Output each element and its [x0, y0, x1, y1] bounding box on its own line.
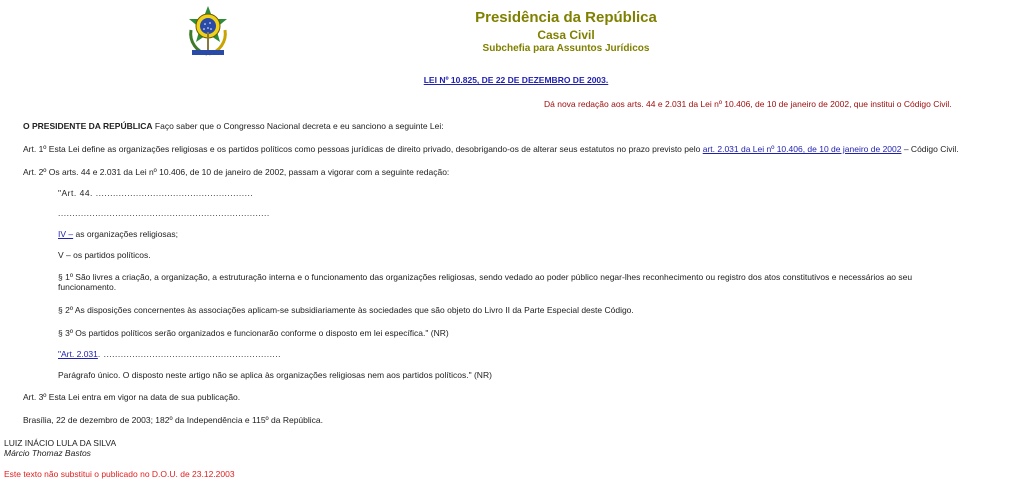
inciso-iv-text: as organizações religiosas; [73, 229, 179, 239]
header-dept: Casa Civil [537, 28, 595, 42]
signature-president: LUIZ INÁCIO LULA DA SILVA [4, 438, 117, 448]
article-1-tail: – Código Civil. [901, 144, 959, 154]
preamble-text: Faço saber que o Congresso Nacional decreta e eu sanciono a seguinte Lei: [152, 121, 444, 131]
header-subchefia: Subchefia para Assuntos Jurídicos [482, 43, 650, 54]
inciso-iv-link[interactable]: IV – [58, 229, 74, 239]
quoted-dots-line: .......................................................................... [58, 208, 270, 218]
art-2031-quote-link[interactable]: "Art. 2.031 [58, 349, 98, 359]
law-title-link[interactable]: LEI Nº 10.825, DE 22 DE DEZEMBRO DE 2003. [423, 75, 609, 85]
signature-minister: Márcio Thomaz Bastos [4, 448, 91, 458]
article-2: Art. 2º Os arts. 44 e 2.031 da Lei nº 10.406, de 10 de janeiro de 2002, passam a vigorar com a seguinte redação: [23, 167, 450, 177]
art-2031-dots: . .............................................................. [97, 349, 282, 359]
article-1-text: Art. 1º Esta Lei define as organizações religiosas e os partidos políticos como pessoas jurídicas de direito privado, desobrigando-os de alterar seus estatutos no prazo previsto pelo [23, 144, 703, 154]
header-org: Presidência da República [475, 9, 657, 26]
footer-note: Este texto não substitui o publicado no D.O.U. de 23.12.2003 [4, 469, 235, 479]
quoted-inciso-iv [58, 229, 178, 239]
quoted-paragraph-1: § 1º São livres a criação, a organização, a estruturação interna e o funcionamento das organizações religiosas, sendo vedado ao poder público negar-lhes reconhecimento ou registro dos atos constitutivos e necessários ao seu [58, 272, 913, 282]
law-ementa: Dá nova redação aos arts. 44 e 2.031 da Lei nº 10.406, de 10 de janeiro de 2002, que institui o Código Civil. [544, 99, 952, 109]
article-1 [23, 144, 959, 154]
quoted-paragraph-1-cont: funcionamento. [58, 282, 117, 292]
quoted-art-2031 [58, 349, 281, 359]
preamble [23, 121, 444, 131]
quoted-inciso-v: V – os partidos políticos. [58, 250, 151, 260]
quoted-art-44: "Art. 44. ....................................................... [58, 188, 254, 198]
article-3: Art. 3º Esta Lei entra em vigor na data de sua publicação. [23, 392, 241, 402]
quoted-paragraph-2: § 2º As disposições concernentes às associações aplicam-se subsidiariamente às sociedades que são objeto do Livro II da Parte Especial deste Código. [58, 305, 634, 315]
quoted-paragrafo-unico: Parágrafo único. O disposto neste artigo não se aplica às organizações religiosas nem aos partidos políticos." (NR) [58, 370, 492, 380]
signing-date: Brasília, 22 de dezembro de 2003; 182º da Independência e 115º da República. [23, 415, 323, 425]
quoted-paragraph-3: § 3º Os partidos políticos serão organizados e funcionarão conforme o disposto em lei específica." (NR) [58, 328, 449, 338]
preamble-bold: O PRESIDENTE DA REPÚBLICA [23, 121, 153, 131]
art-2031-link[interactable]: art. 2.031 da Lei nº 10.406, de 10 de janeiro de 2002 [702, 144, 902, 154]
